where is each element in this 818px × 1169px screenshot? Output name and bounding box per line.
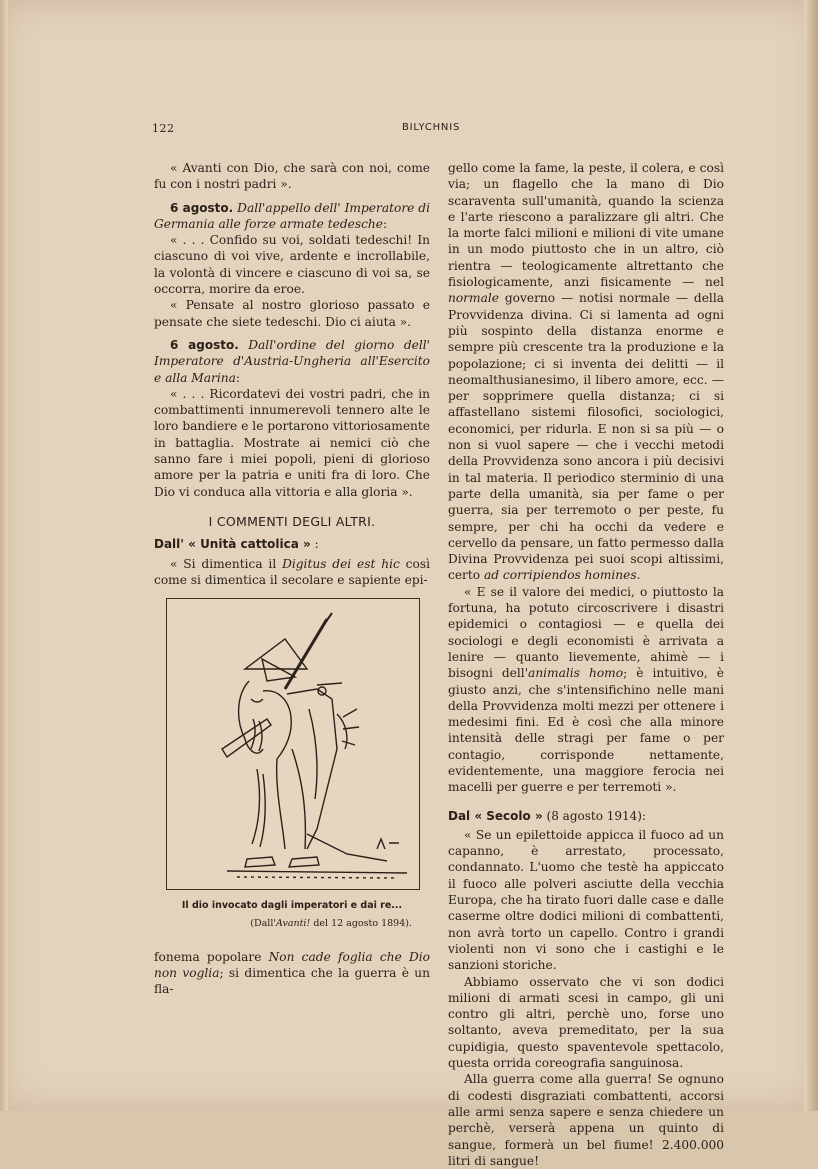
text-run: « Si dimentica il — [170, 556, 283, 571]
text-run: così come si dimentica il secolare e sapiente epi- — [154, 556, 430, 587]
subsection-date: (8 agosto 1914): — [542, 808, 647, 823]
text-run: « E se il valore dei medici, o piuttosto la fortuna, ha potuto circoscrivere i disastri epidemici o contagiosi — e quella dei sociologi e degli economisti è arrivata a lenire — quanto lievemente, ahimè — i bisogni dell' — [448, 584, 724, 681]
italic-run: Non cade foglia che Dio non voglia — [154, 949, 430, 981]
source-label: Dall' « Unità cattolica » — [154, 537, 311, 552]
paragraph: « Se un epilettoide appicca il fuoco ad un capanno, è arrestato, processato, condannato. L'uomo che testè ha appiccato il fuoco alle polveri asciutte della vecchia Europa, che ha tirato fuori dalle case e dalle caserme oltre dodici milioni di combattenti, non avrà torto un capello. Contro i grandi violenti non vi sono che i castighi e le sanzioni storiche. — [448, 827, 724, 973]
page-number: 122 — [152, 122, 175, 135]
paragraph: Alla guerra come alla guerra! Se ognuno di codesti disgraziati combattenti, accorsi alle armi senza sapere e senza chiedere un perchè, verserà appena un quinto di sangue, formerà un bel fiume! 2.400.000 litri di sangue! — [448, 1072, 724, 1168]
source-label: Dal « Secolo » — [448, 808, 543, 823]
entry-source: Dall'appello dell' Imperatore di Germania alle forze armate tedesche — [154, 200, 431, 231]
running-title: BILYCHNIS — [402, 122, 461, 133]
entry-colon: : — [382, 216, 388, 231]
text-run: . — [636, 568, 641, 583]
subsection-heading — [448, 808, 724, 824]
dated-entry — [154, 337, 430, 386]
cartoon-drawing — [167, 599, 419, 889]
paragraph — [448, 160, 724, 584]
text-run: (Dall' — [250, 918, 276, 930]
text-run: fonema popolare — [154, 949, 269, 964]
paragraph — [448, 584, 724, 796]
right-column — [448, 160, 724, 1169]
page-header — [152, 122, 722, 140]
italic-run: Avanti! — [275, 918, 311, 930]
page-edge-left — [0, 0, 8, 1111]
cartoon-illustration — [166, 598, 420, 890]
subsection-colon: : — [310, 537, 319, 552]
subsection-heading — [154, 536, 430, 552]
entry-date: 6 agosto. — [170, 337, 239, 352]
paragraph: « . . . Confido su voi, soldati tedeschi! In ciascuno di voi vive, ardente e incrollabile, la volontà di vincere e ciascuno di voi sa, se occorra, morire da eroe. — [154, 233, 430, 297]
text-run: ; si dimentica che la guerra è un fla- — [154, 966, 431, 997]
italic-run: animalis homo — [528, 666, 624, 681]
text-run: governo — notisi normale — della Provvidenza divina. Ci si lamenta ad ogni più sospinto della distanza enorme e sempre più crescente tra la produzione e la popolazione; ci si inventa dei delitti — il neomalthusianesimo, il libero amore, ecc. — per sopprimere quella distanza; ci si affastellano sistemi filosofici, sociologici, economici, per ridurla. E non si sa più — o non si vuol sapere — che i vecchi metodi della Provvidenza sono ancora i più decisivi in tal materia. Il periodico sterminio di una parte della umanità, sia per fame o per guerra, sia per terremoto o per peste, fu sempre, per chi ha occhi da vedere e cervello da pensare, un fatto permesso dalla Divina Provvidenza pei suoi scopi altissimi, certo — [448, 291, 724, 583]
italic-run: ad corripiendos homines — [483, 568, 637, 583]
paragraph — [154, 949, 430, 998]
text-run: ; è intuitivo, è giusto anzi, che s'intensifichino nelle mani della Provvidenza molti mezzi per ottenere i medesimi fini. Ed è così che alla minore intensità delle stragi per fame o per contagio, corrisponde nettamente, evidentemente, una maggiore ferocia nei macelli per guerre e per terremoti ». — [448, 666, 725, 795]
dated-entry — [154, 200, 430, 233]
paragraph: « Pensate al nostro glorioso passato e pensate che siete tedeschi. Dio ci aiuta ». — [154, 298, 430, 329]
paragraph: Abbiamo osservato che vi son dodici milioni di armati scesi in campo, gli uni contro gli altri, perchè uno, forse uno soltanto, aveva premeditato, per la sua cupidigia, questo spaventevole spettacolo, questa orrida coreografia sanguinosa. — [448, 974, 724, 1071]
entry-source: Dall'ordine del giorno dell' Imperatore d'Austria-Ungheria all'Esercito e alla Marina — [154, 337, 430, 385]
figure-credit — [154, 916, 430, 932]
paragraph: « . . . Ricordatevi dei vostri padri, che in combattimenti innumerevoli tennero alte le loro bandiere e le portarono vittoriosamente in battaglia. Mostrate ai nemici ciò che sanno fare i miei popoli, pieni di glorioso amore per la patria e uniti fra di loro. Che Dio vi conduca alla vittoria e alla gloria ». — [154, 386, 430, 499]
text-run: gello come la fame, la peste, il colera, e così via; un flagello che la mano di Dio scaraventa sull'umanità, quando la scienza e l'arte riescono a paralizzare gli altri. Che la morte falci milioni e milioni di vite umane in un modo piuttosto che in un altro, ciò rientra — teologicamente altrettanto che fisiologicamente, anzi fisicamente — nel — [448, 161, 724, 290]
entry-date: 6 agosto. — [170, 200, 234, 215]
italic-run: Digitus dei est hic — [282, 556, 400, 571]
page-edge-right — [804, 0, 818, 1111]
paragraph: « Avanti con Dio, che sarà con noi, come fu con i nostri padri ». — [154, 161, 430, 192]
left-column — [154, 160, 430, 998]
paragraph — [154, 556, 430, 589]
italic-run: normale — [448, 291, 499, 306]
figure-caption: Il dio invocato dagli imperatori e dai re... — [181, 900, 403, 912]
entry-colon: : — [235, 370, 240, 385]
section-title: I COMMENTI DEGLI ALTRI. — [208, 513, 376, 529]
text-run: del 12 agosto 1894). — [310, 918, 412, 930]
